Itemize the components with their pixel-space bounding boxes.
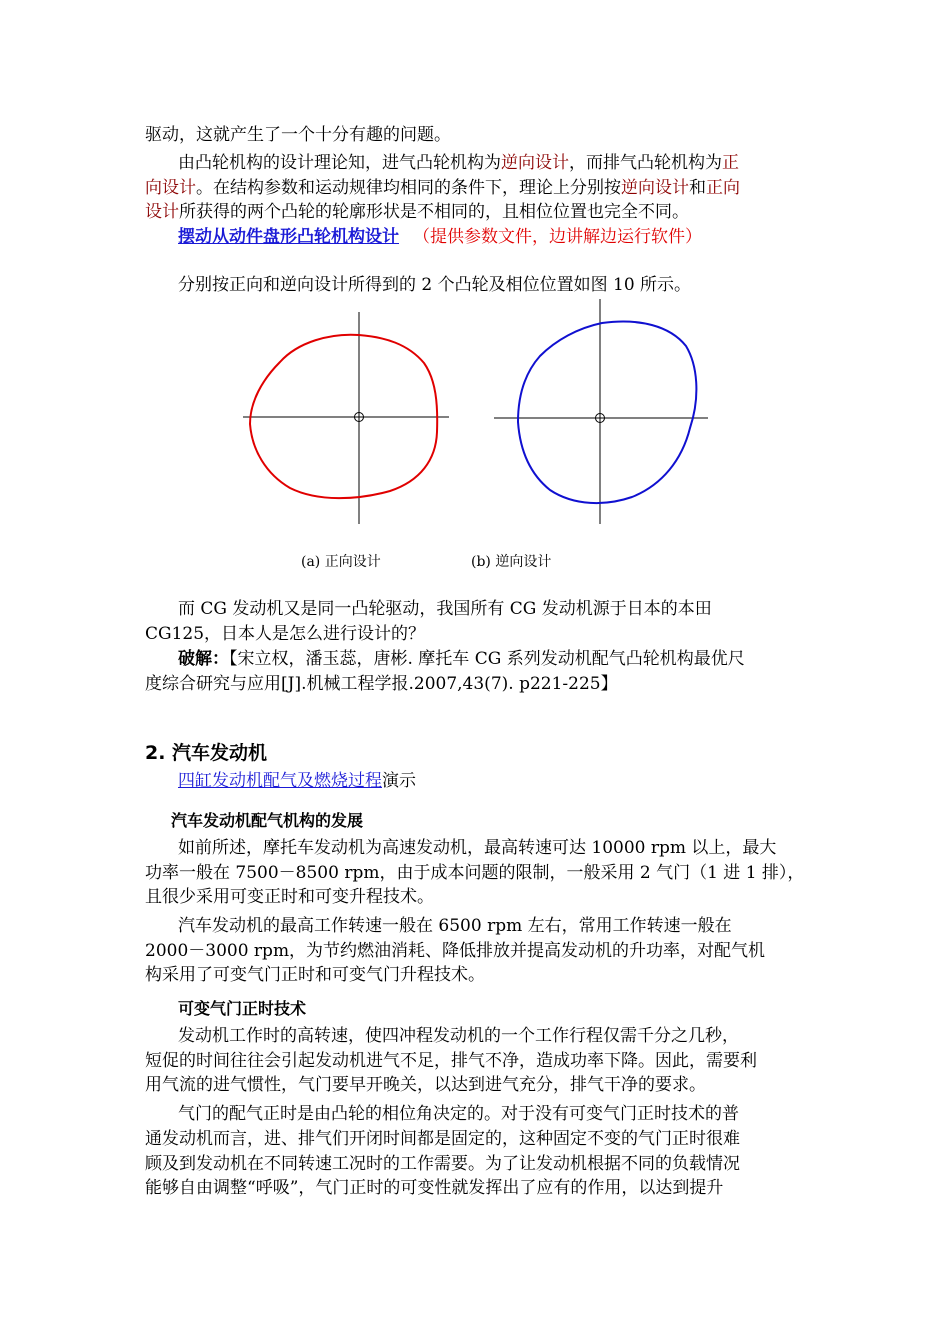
paragraph-line: 由凸轮机构的设计理论知，进气凸轮机构为逆向设计，而排气凸轮机构为正 — [178, 153, 739, 173]
subsection-heading: 可变气门正时技术 — [178, 999, 307, 1018]
paragraph-line: 通发动机而言，进、排气们开闭时间都是固定的，这种固定不变的气门正时很难 — [145, 1129, 740, 1149]
solution-label: 破解： — [178, 649, 229, 669]
paragraph-line: 度综合研究与应用[J].机械工程学报.2007,43(7). p221-225】 — [145, 674, 618, 694]
paragraph-line: 如前所述，摩托车发动机为高速发动机，最高转速可达 10000 rpm 以上，最大 — [178, 838, 777, 858]
caption-b: (b) 逆向设计 — [471, 554, 552, 570]
paragraph-line: 而 CG 发动机又是同一凸轮驱动，我国所有 CG 发动机源于日本的本田 — [178, 599, 712, 619]
cam-a-group — [243, 312, 449, 524]
paragraph-line: 顾及到发动机在不同转速工况时的工作需要。为了让发动机根据不同的负载情况 — [145, 1154, 740, 1174]
paragraph-line: 2000－3000 rpm，为节约燃油消耗、降低排放并提高发动机的升功率，对配气机 — [145, 941, 766, 961]
link-note: （提供参数文件，边讲解边运行软件） — [413, 227, 702, 247]
figure-intro: 分别按正向和逆向设计所得到的 2 个凸轮及相位位置如图 10 所示。 — [178, 275, 692, 295]
paragraph-line: 气门的配气正时是由凸轮的相位角决定的。对于没有可变气门正时技术的普 — [178, 1104, 739, 1124]
four-cylinder-demo-link[interactable]: 四缸发动机配气及燃烧过程 — [178, 771, 382, 791]
paragraph-line: 汽车发动机的最高工作转速一般在 6500 rpm 左右，常用工作转速一般在 — [178, 916, 732, 936]
cam-b-group — [494, 299, 708, 524]
subsection-heading: 汽车发动机配气机构的发展 — [171, 811, 364, 830]
caption-a: (a) 正向设计 — [301, 554, 381, 570]
paragraph-line: 且很少采用可变正时和可变升程技术。 — [145, 887, 434, 907]
cam-profile-a — [250, 335, 437, 498]
paragraph-line: 短促的时间往往会引起发动机进气不足，排气不净，造成功率下降。因此，需要利 — [145, 1051, 757, 1071]
paragraph-line: CG125，日本人是怎么进行设计的？ — [145, 624, 426, 644]
paragraph-line: 用气流的进气惯性，气门要早开晚关，以达到进气充分，排气干净的要求。 — [145, 1075, 706, 1095]
term-reverse-design: 逆向设计 — [501, 153, 569, 173]
paragraph-line: 功率一般在 7500－8500 rpm，由于成本问题的限制，一般采用 2 气门（1 进 1 排）， — [145, 863, 805, 883]
cam-design-link[interactable]: 摆动从动件盘形凸轮机构设计 — [178, 227, 399, 247]
paragraph-line: 构采用了可变气门正时和可变气门升程技术。 — [145, 965, 485, 985]
paragraph-line: 破解：【宋立权，潘玉蕊，唐彬. 摩托车 CG 系列发动机配气凸轮机构最优尺 — [178, 649, 745, 669]
paragraph-line: 向设计。在结构参数和运动规律均相同的条件下，理论上分别按逆向设计和正向 — [145, 178, 740, 198]
cam-profile-b — [518, 322, 696, 504]
paragraph-line: 发动机工作时的高转速，使四冲程发动机的一个工作行程仅需千分之几秒， — [178, 1026, 739, 1046]
demo-line: 四缸发动机配气及燃烧过程演示 — [178, 771, 416, 791]
term-forward-design: 正 — [722, 153, 739, 173]
paragraph-line: 设计所获得的两个凸轮的轮廓形状是不相同的，且相位位置也完全不同。 — [145, 202, 689, 222]
section-heading: 2. 汽车发动机 — [145, 742, 268, 764]
paragraph-line: 驱动，这就产生了一个十分有趣的问题。 — [145, 125, 451, 145]
paragraph-line: 能够自由调整“呼吸”，气门正时的可变性就发挥出了应有的作用，以达到提升 — [145, 1178, 724, 1198]
